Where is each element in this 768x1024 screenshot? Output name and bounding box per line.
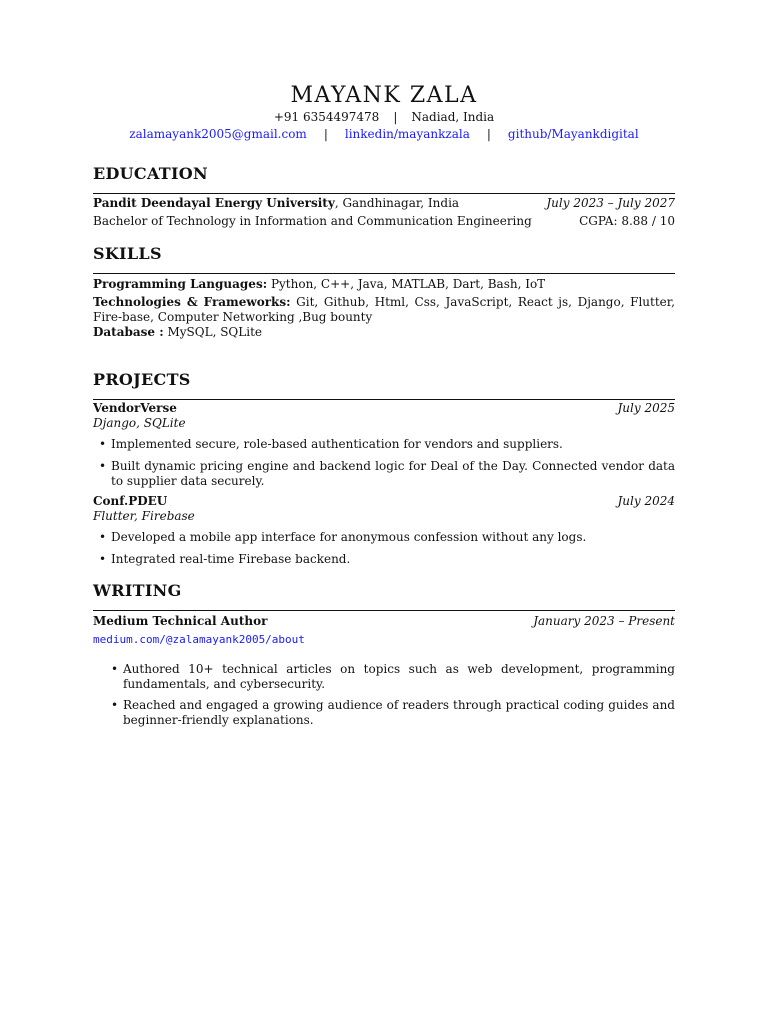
candidate-name: MAYANK ZALA xyxy=(290,83,478,108)
list-item: • Implemented secure, role-based authentication for vendors and suppliers. xyxy=(93,437,675,452)
list-item: • Built dynamic pricing engine and backend logic for Deal of the Day. Connected vendor data to supplier data securely. xyxy=(93,459,675,489)
project-stack: Flutter, Firebase xyxy=(93,509,195,523)
writing-bullets xyxy=(93,662,675,728)
skill-value: MySQL, SQLite xyxy=(163,325,262,339)
project-entry xyxy=(93,494,675,567)
list-item: • Authored 10+ technical articles on topics such as web development, programming fundamentals, and cybersecurity. xyxy=(93,662,675,692)
skill-value: Python, C++, Java, MATLAB, Dart, Bash, IoT xyxy=(267,277,546,291)
skill-item xyxy=(93,325,675,340)
phone-number: +91 6354497478 xyxy=(273,110,380,124)
section-divider xyxy=(93,610,675,611)
project-heading xyxy=(93,494,675,509)
skill-label: Technologies & Frameworks: xyxy=(93,295,291,309)
education-dates: July 2023 – July 2027 xyxy=(546,196,675,210)
school-name: Pandit Deendayal Energy University xyxy=(93,196,335,210)
github-link[interactable]: github/Mayankdigital xyxy=(507,127,639,141)
list-item: • Integrated real-time Firebase backend. xyxy=(93,552,675,567)
writing-heading xyxy=(93,614,675,629)
education-degree-row xyxy=(93,214,675,229)
degree: Bachelor of Technology in Information and Communication Engineering xyxy=(93,214,532,228)
project-name: VendorVerse xyxy=(93,401,177,415)
skill-label: Database : xyxy=(93,325,164,339)
education-institution xyxy=(93,196,459,211)
section-divider xyxy=(93,399,675,400)
contact-line-links xyxy=(93,126,675,142)
school-location: , Gandhinagar, India xyxy=(334,196,460,210)
project-heading xyxy=(93,401,675,416)
list-item: • Reached and engaged a growing audience of readers through practical coding guides and beginner-friendly explanations. xyxy=(93,698,675,728)
section-title: SKILLS xyxy=(93,244,162,263)
resume-header xyxy=(93,84,675,142)
cgpa: CGPA: 8.88 / 10 xyxy=(579,214,675,228)
project-entry xyxy=(93,401,675,489)
project-date: July 2025 xyxy=(617,401,675,415)
project-stack: Django, SQLite xyxy=(93,416,186,430)
linkedin-link[interactable]: linkedin/mayankzala xyxy=(344,127,470,141)
list-item: • Developed a mobile app interface for anonymous confession without any logs. xyxy=(93,530,675,545)
skill-label: Programming Languages: xyxy=(93,277,268,291)
skills-section xyxy=(93,245,675,340)
medium-link[interactable]: medium.com/@zalamayank2005/about xyxy=(93,633,305,646)
contact-line-phone-location xyxy=(93,109,675,125)
projects-section xyxy=(93,371,675,567)
writing-link-row xyxy=(93,632,675,647)
separator: | xyxy=(486,127,491,141)
separator: | xyxy=(393,110,398,124)
education-section xyxy=(93,165,675,229)
section-title: WRITING xyxy=(93,581,182,600)
education-row xyxy=(93,196,675,211)
skill-value: Git, Github, Html, Css, JavaScript, React js, Django, Flutter, Fire-base, Computer Networking ,Bug bounty xyxy=(93,295,675,324)
writing-section xyxy=(93,582,675,728)
location: Nadiad, India xyxy=(411,110,495,124)
section-title: EDUCATION xyxy=(93,164,208,183)
writing-role: Medium Technical Author xyxy=(93,614,268,628)
separator: | xyxy=(323,127,328,141)
writing-dates: January 2023 – Present xyxy=(533,614,675,628)
project-bullets xyxy=(93,530,675,567)
email-link[interactable]: zalamayank2005@gmail.com xyxy=(129,127,307,141)
skill-item xyxy=(93,277,675,292)
project-date: July 2024 xyxy=(617,494,675,508)
section-divider xyxy=(93,273,675,274)
resume-content xyxy=(93,84,675,728)
section-divider xyxy=(93,193,675,194)
project-bullets xyxy=(93,437,675,489)
section-title: PROJECTS xyxy=(93,370,191,389)
project-name: Conf.PDEU xyxy=(93,494,168,508)
skill-item xyxy=(93,295,675,325)
